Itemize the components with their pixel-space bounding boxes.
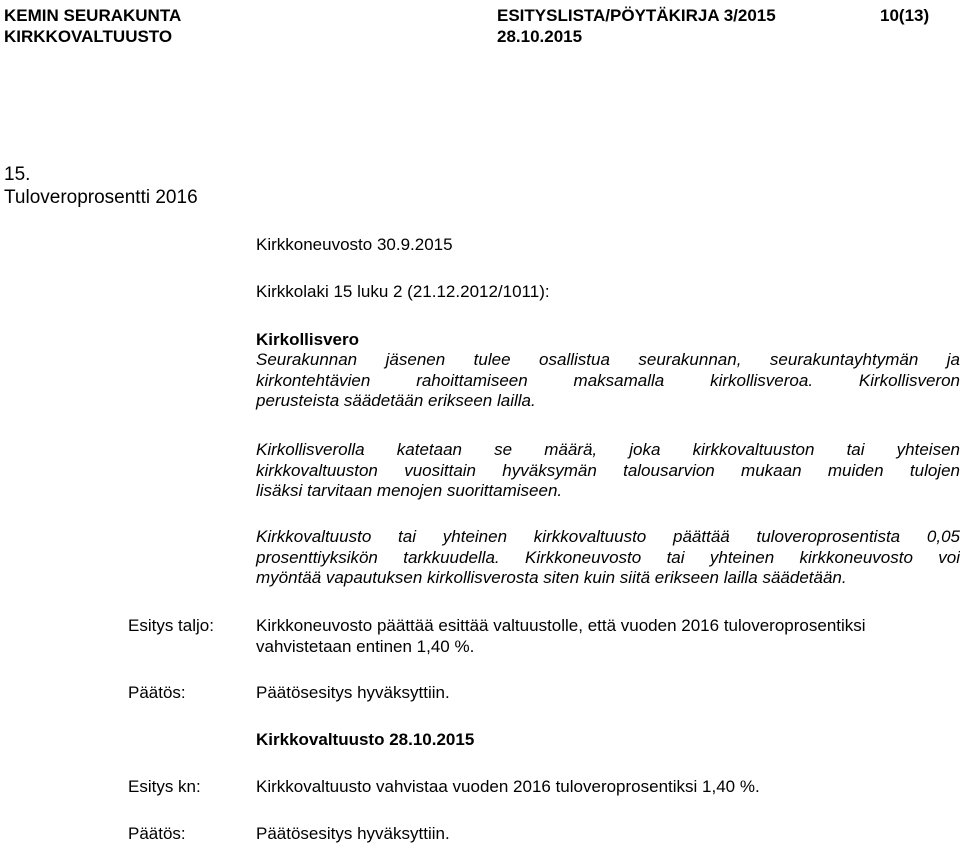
law-heading: Kirkollisvero [256,330,359,349]
text-line: lisäksi tarvitaan menojen suorittamiseen. [256,481,563,500]
header-doc-type: ESITYSLISTA/PÖYTÄKIRJA 3/2015 [497,6,776,25]
text-line: prosenttiyksikön tarkkuudella. Kirkkoneuvosto tai yhteinen kirkkoneuvosto voi [256,547,960,567]
text-line: Kirkkoneuvosto päättää esittää valtuustolle, että vuoden 2016 tuloveroprosentiksi [256,616,866,635]
board-meeting-date: Kirkkoneuvosto 30.9.2015 [256,235,453,254]
law-paragraph-1 [256,350,960,412]
law-paragraph-2 [256,440,960,502]
header-org: KEMIN SEURAKUNTA [4,6,182,25]
text-line: myöntää vapautuksen kirkollisverosta siten kuin siitä erikseen lailla säädetään. [256,568,847,587]
council-meeting-date: Kirkkovaltuusto 28.10.2015 [256,730,475,749]
council-proposal-text: Kirkkovaltuusto vahvistaa vuoden 2016 tuloveroprosentiksi 1,40 %. [256,777,760,796]
decision-label: Päätös: [128,683,186,702]
council-decision-text: Päätösesitys hyväksyttiin. [256,824,450,843]
header-body: KIRKKOVALTUUSTO [4,27,173,46]
proposal-label: Esitys taljo: [128,616,214,635]
council-proposal-label: Esitys kn: [128,777,201,796]
proposal-text [256,616,960,657]
text-line: Kirkollisverolla katetaan se määrä, joka kirkkovaltuuston tai yhteisen [256,440,960,459]
text-line: Kirkkovaltuusto tai yhteinen kirkkovaltuusto päättää tuloveroprosentista 0,05 [256,527,960,546]
section-number: 15. [4,164,31,185]
header-page-number: 10(13) [880,6,930,25]
header-date: 28.10.2015 [497,27,583,46]
council-decision-label: Päätös: [128,824,186,843]
section-title: Tuloveroprosentti 2016 [4,187,198,208]
law-reference: Kirkkolaki 15 luku 2 (21.12.2012/1011): [256,282,550,301]
text-line: kirkkovaltuuston vuosittain hyväksymän talousarvion mukaan muiden tulojen [256,460,960,480]
law-paragraph-3 [256,527,960,589]
text-line: kirkontehtävien rahoittamiseen maksamalla kirkollisveroa. Kirkollisveron [256,370,960,390]
decision-text: Päätösesitys hyväksyttiin. [256,683,450,702]
text-line: perusteista säädetään erikseen lailla. [256,391,536,410]
text-line: vahvistetaan entinen 1,40 %. [256,636,475,656]
text-line: Seurakunnan jäsenen tulee osallistua seurakunnan, seurakuntayhtymän ja [256,350,960,369]
